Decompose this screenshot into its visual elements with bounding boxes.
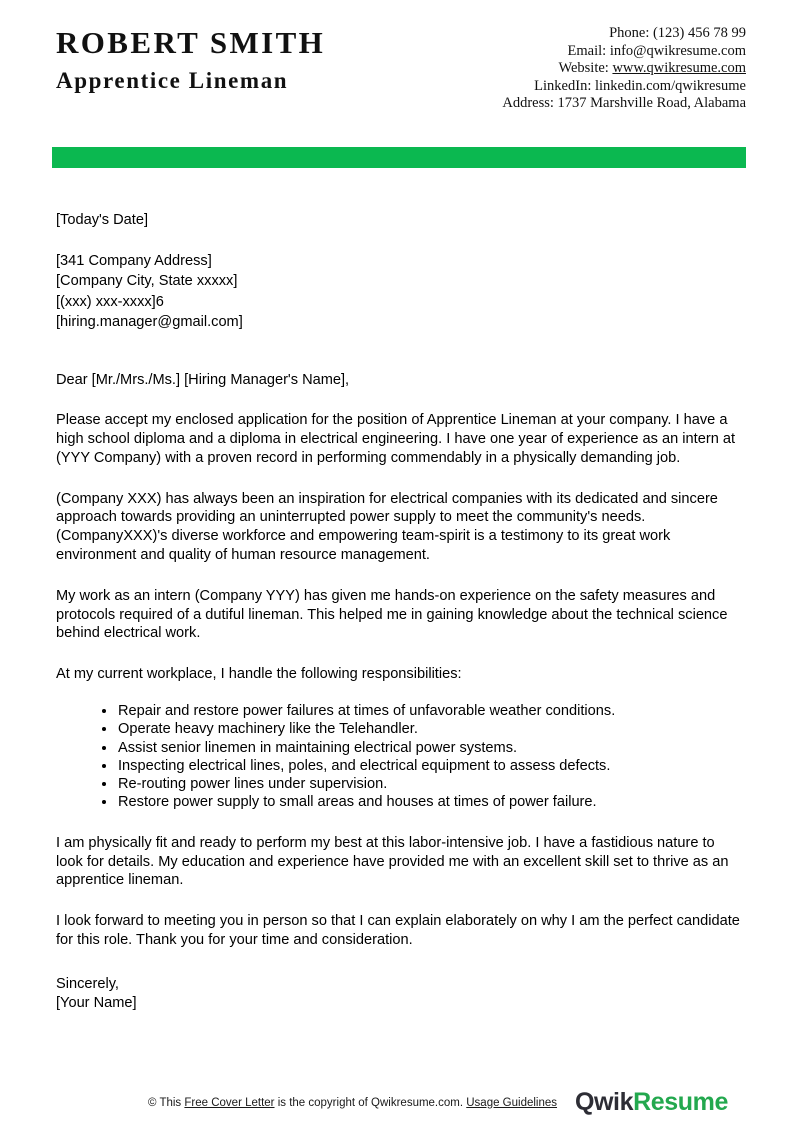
- contact-linkedin: LinkedIn: linkedin.com/qwikresume: [534, 77, 746, 94]
- qwikresume-logo[interactable]: [575, 1088, 728, 1117]
- body-paragraph-2: (Company XXX) has always been an inspiration for electrical companies with its dedicated and sincere approach towards providing an uninterrupted power supply to meet the community's needs. (CompanyXXX)'s diverse workforce and empowering team-spirit is a testimony to its great work environment and quality of human resource management.: [56, 490, 718, 563]
- accent-divider-bar: [52, 147, 746, 168]
- contact-website-link[interactable]: www.qwikresume.com: [612, 60, 746, 77]
- letter-date: [Today's Date]: [56, 211, 149, 228]
- footer-copyright-prefix: © This: [148, 1096, 185, 1109]
- contact-website: [502, 60, 746, 78]
- list-item: Inspecting electrical lines, poles, and electrical equipment to assess defects.: [102, 757, 744, 775]
- body-paragraph-1: Please accept my enclosed application for the position of Apprentice Lineman at your company. I have a high school diploma and a diploma in electrical engineering. I have one year of experience as an intern at (YYY Company) with a proven record in performing commendably in a physically demanding job.: [56, 412, 736, 466]
- recipient-block: [56, 251, 744, 333]
- footer-copyright: [148, 1097, 557, 1109]
- list-item: Operate heavy machinery like the Telehandler.: [102, 720, 744, 738]
- responsibilities-intro: At my current workplace, I handle the following responsibilities:: [56, 666, 462, 683]
- contact-details: [502, 22, 746, 113]
- closing-paragraph-1: I am physically fit and ready to perform my best at this labor-intensive job. I have a fastidious nature to look for details. My education and experience have provided me with an excellent skill set to thrive as an apprentice lineman.: [56, 834, 729, 889]
- logo-text-resume: Resume: [633, 1088, 728, 1116]
- identity-block: [56, 22, 325, 96]
- letterhead: [0, 0, 800, 113]
- responsibilities-list: [56, 702, 744, 812]
- recipient-phone-line: [(xxx) xxx-xxxx]6: [56, 293, 164, 310]
- salutation: Dear [Mr./Mrs./Ms.] [Hiring Manager's Name],: [56, 371, 350, 388]
- list-item: Re-routing power lines under supervision.: [102, 775, 744, 793]
- recipient-city-line: [Company City, State xxxxx]: [56, 273, 238, 290]
- footer-copyright-middle: is the copyright of Qwikresume.com.: [274, 1096, 467, 1109]
- contact-website-label: Website:: [558, 60, 613, 77]
- logo-text-qwik: Qwik: [574, 1088, 634, 1116]
- closing-paragraph-2: I look forward to meeting you in person so that I can explain elaborately on why I am the perfect candidate for this role. Thank you for your time and consideration.: [56, 913, 740, 948]
- list-item: Repair and restore power failures at times of unfavorable weather conditions.: [102, 702, 744, 720]
- job-title: Apprentice Lineman: [56, 68, 289, 94]
- letter-body: [0, 211, 800, 1013]
- signoff-closing: Sincerely,: [56, 975, 119, 992]
- signoff-name: [Your Name]: [56, 994, 137, 1011]
- page-footer: [0, 1088, 800, 1117]
- body-paragraph-3: My work as an intern (Company YYY) has given me hands-on experience on the safety measures and protocols required of a dutiful lineman. This helped me in gaining knowledge about the technical science behind electrical work.: [56, 587, 728, 642]
- list-item: Assist senior linemen in maintaining electrical power systems.: [102, 739, 744, 757]
- list-item: Restore power supply to small areas and houses at times of power failure.: [102, 793, 744, 811]
- free-cover-letter-link[interactable]: Free Cover Letter: [184, 1096, 275, 1109]
- contact-phone: Phone: (123) 456 78 99: [609, 25, 746, 41]
- usage-guidelines-link[interactable]: Usage Guidelines: [466, 1096, 558, 1109]
- contact-address: Address: 1737 Marshville Road, Alabama: [502, 95, 746, 112]
- contact-email: Email: info@qwikresume.com: [567, 42, 746, 59]
- page-title: ROBERT SMITH: [56, 25, 326, 60]
- signoff-block: [56, 975, 744, 1013]
- recipient-email-line: [hiring.manager@gmail.com]: [56, 314, 243, 331]
- recipient-address-line: [341 Company Address]: [56, 252, 212, 269]
